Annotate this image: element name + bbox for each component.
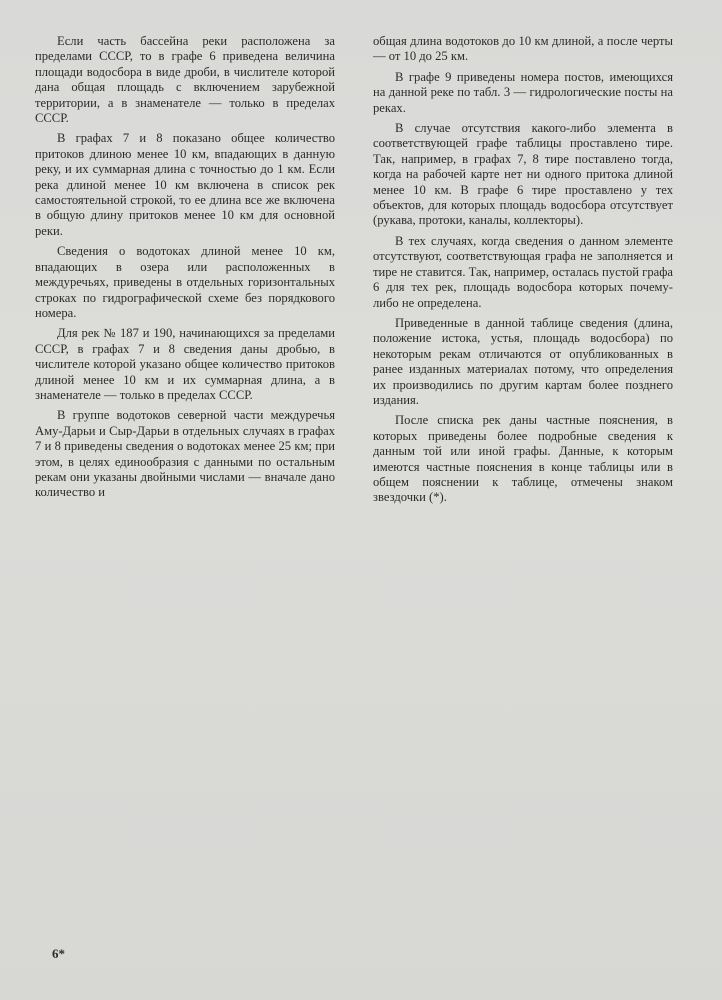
paragraph: В графе 9 приведены номера постов, имеющихся на данной реке по табл. 3 — гидрологические посты на реках. [373, 69, 673, 115]
paragraph: Если часть бассейна реки расположена за пределами СССР, то в графе 6 приведена величина площади водосбора в виде дроби, в числителе которой дана общая площадь с включением зарубежной территории, а в знаменателе — только в пределах СССР. [35, 34, 335, 126]
paragraph: Сведения о водотоках длиной менее 10 км, впадающих в озера или расположенных в междуречьях, приведены в отдельных горизонтальных строках по гидрографической схеме без порядкового номера. [35, 244, 335, 320]
paragraph: В тех случаях, когда сведения о данном элементе отсутствуют, соответствующая графа не заполняется и тире не ставится. Так, например, осталась пустой графа 6 для тех рек, площадь водосбора которых почему-либо не определена. [373, 233, 673, 310]
paragraph: После списка рек даны частные пояснения, в которых приведены более подробные сведения к данным той или иной графы. Данные, к которым имеются частные пояснения в конце таблицы или в общем пояснении к таблице, отмечены знаком звездочки (*). [373, 413, 673, 505]
text-column-right [373, 34, 673, 511]
paragraph: В графах 7 и 8 показано общее количество притоков длиною менее 10 км, впадающих в данную реку, и их суммарная длина с точностью до 1 км. Если река длиной менее 10 км включена в список рек самостоятельной строкой, то ее длина все же включена в общую длину притоков менее 10 км для основной реки. [35, 131, 335, 238]
paragraph-continuation: общая длина водотоков до 10 км длиной, а после черты — от 10 до 25 км. [373, 34, 673, 64]
paragraph: В случае отсутствия какого-либо элемента в соответствующей графе таблицы проставлено тире. Так, например, в графах 7, 8 тире поставлено тогда, когда на рабочей карте нет ни одного притока длиной менее 10 км. В графе 6 тире проставлено у тех объектов, для которых площадь водосбора отсутствует (рукава, протоки, каналы, коллекторы). [373, 121, 673, 228]
paragraph: Приведенные в данной таблице сведения (длина, положение истока, устья, площадь водосбора) по некоторым рекам отличаются от опубликованных в ранее изданных материалах потому, что определения их производились по другим картам более позднего издания. [373, 315, 673, 407]
text-column-left [35, 34, 335, 506]
page-number: 6* [52, 946, 65, 961]
paragraph: В группе водотоков северной части междуречья Аму-Дарьи и Сыр-Дарьи в отдельных случаях в графах 7 и 8 приведены сведения о водотоках менее 25 км; при этом, в целях единообразия с данными по остальным рекам они указаны двойными числами — вначале дано количество и [35, 408, 335, 500]
paragraph: Для рек № 187 и 190, начинающихся за пределами СССР, в графах 7 и 8 сведения даны дробью, в числителе которой указано общее количество притоков длиной менее 10 км и их суммарная длина, а в знаменателе — только в пределах СССР. [35, 326, 335, 402]
